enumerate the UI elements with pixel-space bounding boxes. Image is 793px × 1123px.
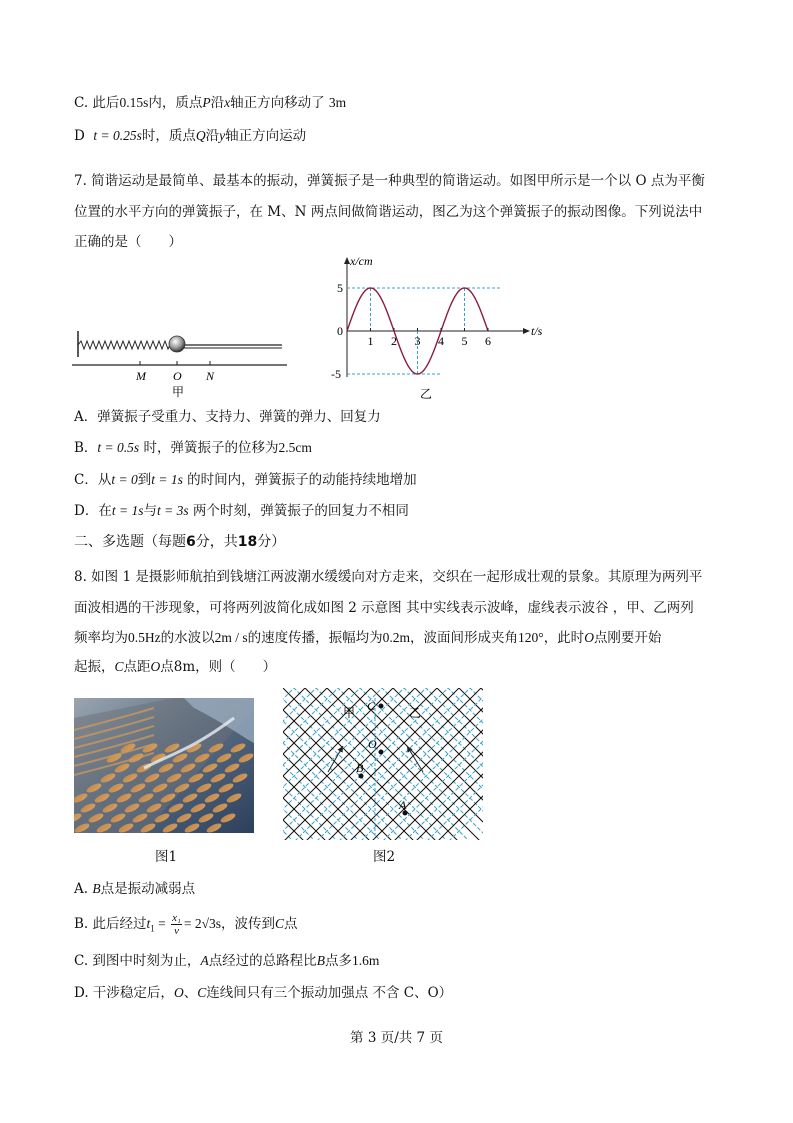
section2-end: 分） bbox=[257, 534, 286, 550]
q8b-eq: = bbox=[154, 916, 170, 931]
q8b-t: t bbox=[146, 916, 151, 931]
q8l3-freq: 0.5Hz bbox=[128, 630, 161, 645]
q8c-post: 点多 bbox=[324, 953, 352, 969]
x-tick-label: 1 bbox=[367, 334, 374, 348]
page-footer: 第 3 页/共 7 页 bbox=[350, 1030, 443, 1046]
q8c-prefix: C. 到图中时刻为止， bbox=[74, 953, 201, 969]
q7d-t3: t = 3s bbox=[156, 503, 189, 518]
label-jia: 甲 bbox=[343, 706, 356, 720]
q8d-c: C bbox=[197, 985, 207, 1000]
q8b-prefix: B. 此后经过 bbox=[74, 916, 147, 932]
q8-option-c bbox=[74, 952, 379, 970]
q7-option-d bbox=[74, 502, 409, 520]
q8d-prefix: D. 干涉稳定后， bbox=[74, 985, 174, 1001]
q8l4-d: 8m，则（ ） bbox=[173, 659, 277, 675]
label-yi: 乙 bbox=[409, 706, 422, 720]
q8l4-b: 点距 bbox=[123, 659, 151, 675]
q8-option-d bbox=[74, 984, 452, 1002]
q6c-along: 沿 bbox=[210, 95, 225, 111]
q8l4-o: O bbox=[150, 659, 161, 674]
label-o: O bbox=[368, 737, 377, 751]
q7b-post: 时，弹簧振子的位移为 bbox=[143, 440, 279, 456]
q8-line1: 8. 如图 1 是摄影师航拍到钱塘江两波潮水缓缓向对方走来，交织在一起形成壮观的景象。其原理为两列平 bbox=[74, 569, 703, 585]
y-axis-label: x/cm bbox=[350, 254, 373, 268]
q8l3-d: ，波面间形成夹角 bbox=[410, 630, 519, 646]
q8b-sub: 1 bbox=[150, 923, 155, 934]
q7d-mid: 与 bbox=[143, 503, 157, 519]
interference-diagram bbox=[283, 688, 483, 840]
q8c-a: A bbox=[200, 953, 209, 968]
section2-mid: 分，共 bbox=[195, 534, 238, 550]
label-a: A bbox=[399, 798, 407, 812]
section2-note: （每题 bbox=[144, 534, 186, 550]
fig1-caption: 图1 bbox=[155, 849, 178, 865]
q6d-time: t = 0.25s bbox=[93, 128, 142, 143]
fig2-caption: 图2 bbox=[373, 849, 396, 865]
q8a-b: B bbox=[92, 881, 101, 896]
spring-coil bbox=[78, 341, 170, 349]
q7-line3: 正确的是（ ） bbox=[74, 234, 182, 250]
x-tick-label: 6 bbox=[485, 334, 491, 348]
q8l4-c2: 点 bbox=[160, 659, 174, 675]
section2-eighteen: 18 bbox=[237, 534, 258, 550]
label-m: M bbox=[136, 369, 146, 383]
trough-line-b bbox=[283, 688, 472, 840]
q6-option-c bbox=[74, 94, 346, 112]
label-c: C bbox=[367, 699, 376, 713]
q6c-rest: 轴正方向移动了 bbox=[230, 95, 325, 111]
q8l3-e: ，此时 bbox=[543, 630, 585, 646]
q7d-prefix: D．在 bbox=[74, 503, 112, 519]
q7-option-c bbox=[74, 471, 417, 489]
q7-option-b bbox=[74, 439, 312, 457]
x-tick-label: 5 bbox=[461, 334, 468, 348]
x-axis-arrow bbox=[523, 328, 530, 334]
q7b-prefix: B． bbox=[74, 440, 98, 456]
q7b-time: t = 0.5s bbox=[97, 440, 140, 455]
trough-line-b bbox=[292, 688, 483, 840]
section2-six: 6 bbox=[186, 534, 196, 550]
q6c-prefix: C. 此后 bbox=[74, 95, 120, 111]
q6c-dist: 3m bbox=[328, 95, 347, 110]
q6c-mid: 内，质点 bbox=[148, 95, 203, 111]
q6d-prefix: D bbox=[74, 128, 85, 144]
q8c-mid: 点经过的总路程比 bbox=[208, 953, 317, 969]
x-tick-label: 3 bbox=[414, 334, 421, 348]
y-tick-label: 0 bbox=[337, 324, 343, 338]
crest-line-a bbox=[369, 688, 483, 840]
q6-option-d bbox=[74, 127, 306, 145]
q7b-val: 2.5cm bbox=[278, 440, 312, 455]
x-tick-label: 4 bbox=[438, 334, 444, 348]
q7d-t1: t = 1s bbox=[111, 503, 144, 518]
q8-option-b bbox=[74, 910, 298, 938]
q8a-prefix: A. bbox=[74, 881, 93, 897]
q8b-fraction bbox=[171, 912, 182, 937]
q8l3-speed: 2m / s bbox=[214, 630, 248, 645]
q8l3-b: 的水波以 bbox=[160, 630, 215, 646]
q8-line3 bbox=[74, 629, 661, 647]
vibration-graph bbox=[328, 253, 558, 401]
section2-title: 二、多选题 bbox=[74, 534, 144, 550]
q8-line2: 面波相遇的干涉现象，可将两列波简化成如图 2 示意图 其中实线表示波峰，虚线表示波谷 ，甲、乙两列 bbox=[74, 600, 694, 616]
q6d-along: 沿 bbox=[205, 128, 220, 144]
q6c-axis: x bbox=[224, 95, 231, 110]
q7d-post: 两个时刻，弹簧振子的回复力不相同 bbox=[192, 503, 409, 519]
q7-line2: 位置的水平方向的弹簧振子，在 M、N 两点间做简谐运动，图乙为这个弹簧振子的振动图像。下列说法中 bbox=[74, 204, 703, 220]
q8b-end: 点 bbox=[284, 916, 298, 932]
q7c-t1: t = 1s bbox=[151, 472, 183, 487]
q7c-mid: 到 bbox=[137, 472, 152, 488]
q7c-prefix: C．从 bbox=[74, 472, 112, 488]
ball bbox=[169, 336, 185, 352]
q7c-t0: t = 0 bbox=[111, 472, 138, 487]
x-axis-label: t/s bbox=[531, 324, 543, 338]
q8b-num: x₁ bbox=[172, 912, 181, 924]
label-b: B bbox=[356, 761, 364, 775]
label-n: N bbox=[206, 369, 215, 383]
q8l3-amp: 0.2m bbox=[382, 630, 411, 645]
y-tick-label: 5 bbox=[337, 281, 343, 295]
q7-line1: 7. 简谐运动是最简单、最基本的振动，弹簧振子是一种典型的简谐运动。如图甲所示是一个以 O 点为平衡 bbox=[74, 173, 705, 189]
q8-option-a bbox=[74, 880, 195, 898]
section2-heading bbox=[74, 533, 285, 551]
trough-line-a bbox=[292, 688, 483, 840]
q8c-b: B bbox=[316, 953, 325, 968]
y-tick-label: -5 bbox=[331, 367, 341, 381]
q8b-result: = 2√3s bbox=[183, 916, 222, 931]
q8d-sep: 、 bbox=[183, 985, 198, 1001]
trough-line-a bbox=[283, 688, 472, 840]
tide-photo bbox=[74, 698, 254, 833]
crest-line-b bbox=[369, 688, 483, 840]
q8l3-o: O bbox=[584, 630, 594, 645]
q8d-post: 连线间只有三个振动加强点 不含 C、O） bbox=[206, 985, 453, 1001]
q8-line4 bbox=[74, 658, 276, 676]
point-o bbox=[379, 750, 384, 755]
q8c-val: 1.6m bbox=[351, 953, 380, 968]
caption-jia: 甲 bbox=[172, 385, 185, 399]
q8l3-c: 的速度传播，振幅均为 bbox=[247, 630, 383, 646]
q6d-point: Q bbox=[195, 128, 206, 143]
q6c-point: P bbox=[202, 95, 211, 110]
q6d-mid: 时，质点 bbox=[141, 128, 196, 144]
q8l4-a: 起振， bbox=[74, 659, 115, 675]
q6c-time: 0.15s bbox=[119, 95, 149, 110]
point-c bbox=[379, 704, 384, 709]
q8d-o: O bbox=[173, 985, 184, 1000]
q8b-post: ，波传到 bbox=[221, 916, 276, 932]
q8l3-angle: 120° bbox=[518, 630, 544, 645]
x-tick-label: 2 bbox=[391, 334, 397, 348]
q6d-rest: 轴正方向运动 bbox=[225, 128, 307, 144]
q7-option-a: A．弹簧振子受重力、支持力、弹簧的弹力、回复力 bbox=[74, 409, 381, 425]
q6d-axis: y bbox=[219, 128, 226, 143]
q8l3-a: 频率均为 bbox=[74, 630, 128, 646]
q8b-c: C bbox=[275, 916, 285, 931]
label-o: O bbox=[173, 369, 182, 383]
q8l4-c: C bbox=[114, 659, 124, 674]
q8b-den: v bbox=[174, 925, 179, 937]
q8l3-f: 点刚要开始 bbox=[593, 630, 662, 646]
spring-oscillator-figure bbox=[72, 325, 292, 400]
q7c-post: 的时间内，弹簧振子的动能持续地增加 bbox=[187, 472, 417, 488]
caption-yi: 乙 bbox=[420, 387, 433, 401]
q8a-post: 点是振动减弱点 bbox=[100, 881, 196, 897]
